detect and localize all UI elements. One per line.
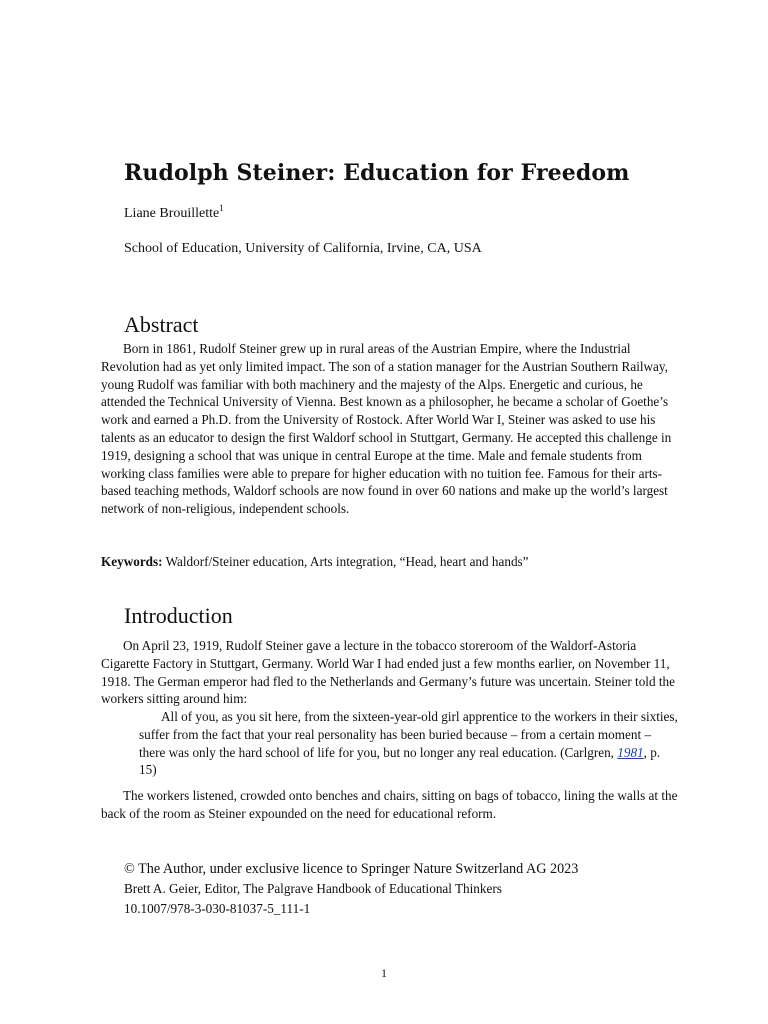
introduction-heading: Introduction: [124, 603, 233, 628]
author-affiliation: School of Education, University of California, Irvine, CA, USA: [124, 241, 482, 256]
page-number: 1: [381, 966, 387, 980]
keywords-label: Keywords:: [101, 554, 163, 569]
publication-footer: [124, 859, 578, 919]
author-line: [124, 205, 224, 223]
abstract-paragraph: Born in 1861, Rudolf Steiner grew up in rural areas of the Austrian Empire, where the Industrial Revolution had as yet only limited impact. The son of a station manager for the Austrian Southern Railway, young Rudolf was familiar with both machinery and the majesty of the Alps. Energetic and curious, he attended the Technical University of Vienna. Best known as a philosopher, he became a scholar of Goethe’s work and earned a Ph.D. from the University of Rostock. After World War I, Steiner was asked to use his talents as an educator to design the first Waldorf school in Stuttgart, Germany. He accepted this challenge in 1919, designing a school that was unique in central Europe at the time. Male and female students from working class families were able to prepare for higher education with no tuition fee. Famous for their arts-based teaching methods, Waldorf schools are now found in over 60 nations and make up the world’s largest network of non-religious, independent schools.: [101, 341, 672, 517]
author-footnote-mark: 1: [219, 203, 224, 213]
keywords-line: [101, 553, 529, 571]
copyright-notice: © The Author, under exclusive licence to Springer Nature Switzerland AG 2023: [124, 861, 579, 877]
doi: 10.1007/978-3-030-81037-5_111-1: [124, 901, 311, 916]
keywords-text: Waldorf/Steiner education, Arts integration, “Head, heart and hands”: [162, 554, 529, 569]
quote-text: All of you, as you sit here, from the sixteen-year-old girl apprentice to the workers in their sixties, suffer from the fact that your real personality has been buried because – from a certain moment – there was only the hard school of life for you, but no longer any real education. (Carlgren,: [139, 709, 678, 760]
introduction-paragraph-1: On April 23, 1919, Rudolf Steiner gave a lecture in the tobacco storeroom of the Waldorf-Astoria Cigarette Factory in Stuttgart, Germany. World War I had ended just a few months earlier, on November 11, 1918. The German emperor had fled to the Netherlands and Germany’s future was uncertain. Steiner told the workers sitting around him:: [101, 638, 675, 707]
citation-link[interactable]: 1981: [617, 744, 644, 760]
editor-credit: Brett A. Geier, Editor, The Palgrave Handbook of Educational Thinkers: [124, 881, 502, 896]
block-quote: [139, 708, 679, 779]
introduction-paragraph-2: The workers listened, crowded onto benches and chairs, sitting on bags of tobacco, lining the walls at the back of the room as Steiner expounded on the need for educational reform.: [101, 788, 678, 821]
quote-citation-tail: , p. 15): [139, 744, 661, 778]
paper-title: Rudolph Steiner: Education for Freedom: [124, 160, 630, 186]
abstract-heading: Abstract: [124, 312, 199, 337]
author-name: Liane Brouillette: [124, 206, 220, 221]
